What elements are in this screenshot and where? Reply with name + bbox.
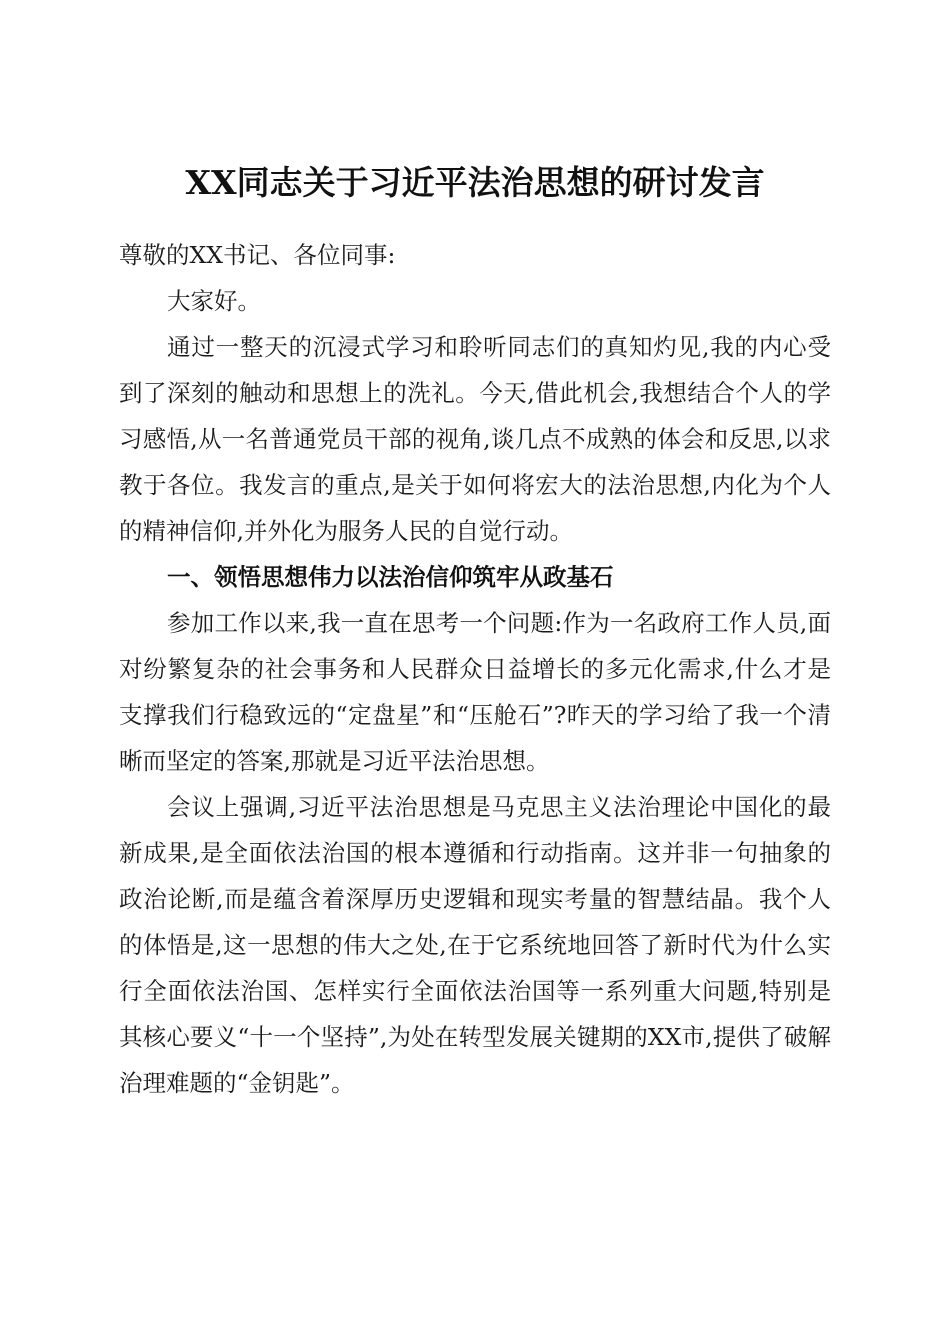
paragraph-intro: 通过一整天的沉浸式学习和聆听同志们的真知灼见,我的内心受到了深刻的触动和思想上的洗礼。今天,借此机会,我想结合个人的学习感悟,从一名普通党员干部的视角,谈几点不成熟的体会和反思,以求教于各位。我发言的重点,是关于如何将宏大的法治思想,内化为个人的精神信仰,并外化为服务人民的自觉行动。 bbox=[119, 333, 831, 545]
paragraph-section-1: 参加工作以来,我一直在思考一个问题:作为一名政府工作人员,面对纷繁复杂的社会事务和人民群众日益增长的多元化需求,什么才是支撑我们行稳致远的“定盘星”和“压舱石”?昨天的学习给了我一个清晰而坚定的答案,那就是习近平法治思想。 bbox=[119, 609, 831, 775]
section-heading: 一、领悟思想伟力以法治信仰筑牢从政基石 bbox=[167, 563, 614, 591]
greeting: 大家好。 bbox=[167, 287, 261, 315]
document-title: XX同志关于习近平法治思想的研讨发言 bbox=[185, 163, 765, 203]
document-body bbox=[119, 232, 831, 1106]
paragraph-section-2: 会议上强调,习近平法治思想是马克思主义法治理论中国化的最新成果,是全面依法治国的根本遵循和行动指南。这并非一句抽象的政治论断,而是蕴含着深厚历史逻辑和现实考量的智慧结晶。我个人的体悟是,这一思想的伟大之处,在于它系统地回答了新时代为什么实行全面依法治国、怎样实行全面依法治国等一系列重大问题,特别是其核心要义“十一个坚持”,为处在转型发展关键期的XX市,提供了破解治理难题的“金钥匙”。 bbox=[119, 793, 831, 1097]
salutation: 尊敬的XX书记、各位同事: bbox=[119, 241, 396, 269]
